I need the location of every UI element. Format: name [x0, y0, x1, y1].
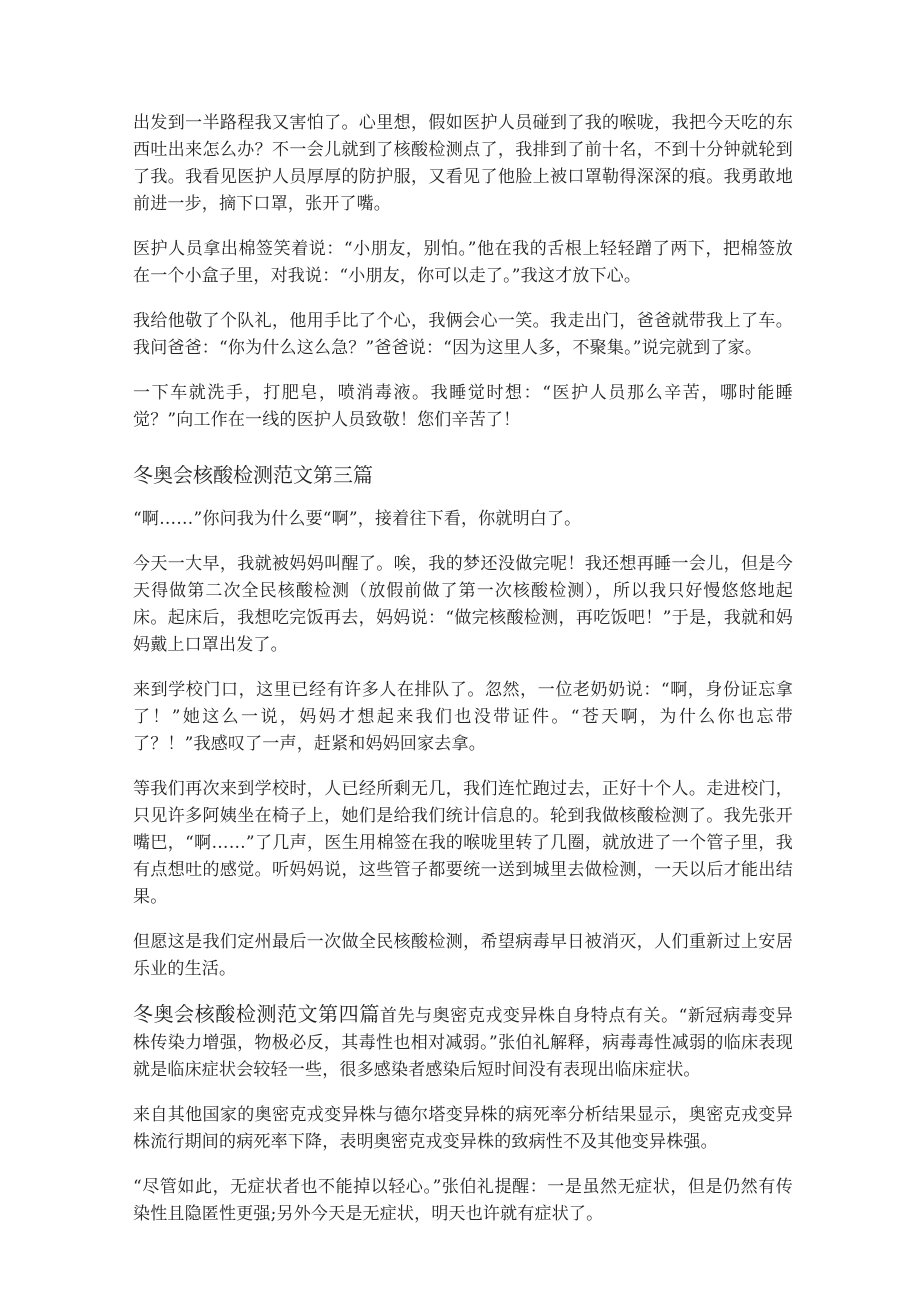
section-4-first-paragraph — [133, 1001, 793, 1084]
paragraph-1: 出发到一半路程我又害怕了。心里想，假如医护人员碰到了我的喉咙，我把今天吃的东西吐出来怎么办？不一会儿就到了核酸检测点了，我排到了前十名，不到十分钟就轮到了我。我看见医护人员厚厚的防护服，又看见了他脸上被口罩勒得深深的痕。我勇敢地前进一步，摘下口罩，张开了嘴。 — [133, 113, 793, 214]
section-3-paragraph-4: 等我们再次来到学校时，人已经所剩无几，我们连忙跑过去，正好十个人。走进校门，只见许多阿姨坐在椅子上，她们是给我们统计信息的。轮到我做核酸检测了。我先张开嘴巴，“啊……”了几声，医生用棉签在我的喉咙里转了几圈，就放进了一个管子里，我有点想吐的感觉。听妈妈说，这些管子都要统一送到城里去做检测，一天以后才能出结果。 — [133, 779, 793, 907]
section-4-paragraph-3: “尽管如此，无症状者也不能掉以轻心。”张伯礼提醒：一是虽然无症状，但是仍然有传染性且隐匿性更强;另外今天是无症状，明天也许就有症状了。 — [133, 1177, 793, 1224]
section-3-paragraph-1: “啊……”你问我为什么要“啊”，接着往下看，你就明白了。 — [133, 509, 582, 529]
document-page — [133, 110, 793, 1246]
section-3-heading: 冬奥会核酸检测范文第三篇 — [133, 463, 373, 487]
section-4-first-text: 首先与奥密克戎变异株自身特点有关。“新冠病毒变异株传染力增强，物极必反，其毒性也相对减弱。”张伯礼解释，病毒毒性减弱的临床表现就是临床症状会较轻一些，很多感染者感染后短时间没有表现出临床症状。 — [133, 1006, 793, 1080]
section-3-paragraph-5: 但愿这是我们定州最后一次做全民核酸检测，希望病毒早日被消灭，人们重新过上安居乐业的生活。 — [133, 932, 793, 979]
paragraph-4: 一下车就洗手，打肥皂，喷消毒液。我睡觉时想：“医护人员那么辛苦，哪时能睡觉？”向工作在一线的医护人员致敬！您们辛苦了！ — [133, 383, 793, 430]
section-4-heading: 冬奥会核酸检测范文第四篇 — [133, 1002, 380, 1026]
section-3-paragraph-3: 来到学校门口，这里已经有许多人在排队了。忽然，一位老奶奶说：“啊，身份证忘拿了！”她这么一说，妈妈才想起来我们也没带证件。“苍天啊，为什么你也忘带了？！”我感叹了一声，赶紧和妈妈回家去拿。 — [133, 680, 793, 754]
paragraph-2: 医护人员拿出棉签笑着说：“小朋友，别怕。”他在我的舌根上轻轻蹭了两下，把棉签放在一个小盒子里，对我说：“小朋友，你可以走了。”我这才放下心。 — [133, 239, 793, 286]
paragraph-3: 我给他敬了个队礼，他用手比了个心，我俩会心一笑。我走出门，爸爸就带我上了车。我问爸爸：“你为什么这么急？”爸爸说：“因为这里人多，不聚集。”说完就到了家。 — [133, 311, 793, 358]
section-3-paragraph-2: 今天一大早，我就被妈妈叫醒了。唉，我的梦还没做完呢！我还想再睡一会儿，但是今天得做第二次全民核酸检测（放假前做了第一次核酸检测），所以我只好慢悠悠地起床。起床后，我想吃完饭再去，妈妈说：“做完核酸检测，再吃饭吧！”于是，我就和妈妈戴上口罩出发了。 — [133, 554, 793, 655]
section-4-paragraph-2: 来自其他国家的奥密克戎变异株与德尔塔变异株的病死率分析结果显示，奥密克戎变异株流行期间的病死率下降，表明奥密克戎变异株的致病性不及其他变异株强。 — [133, 1105, 793, 1152]
